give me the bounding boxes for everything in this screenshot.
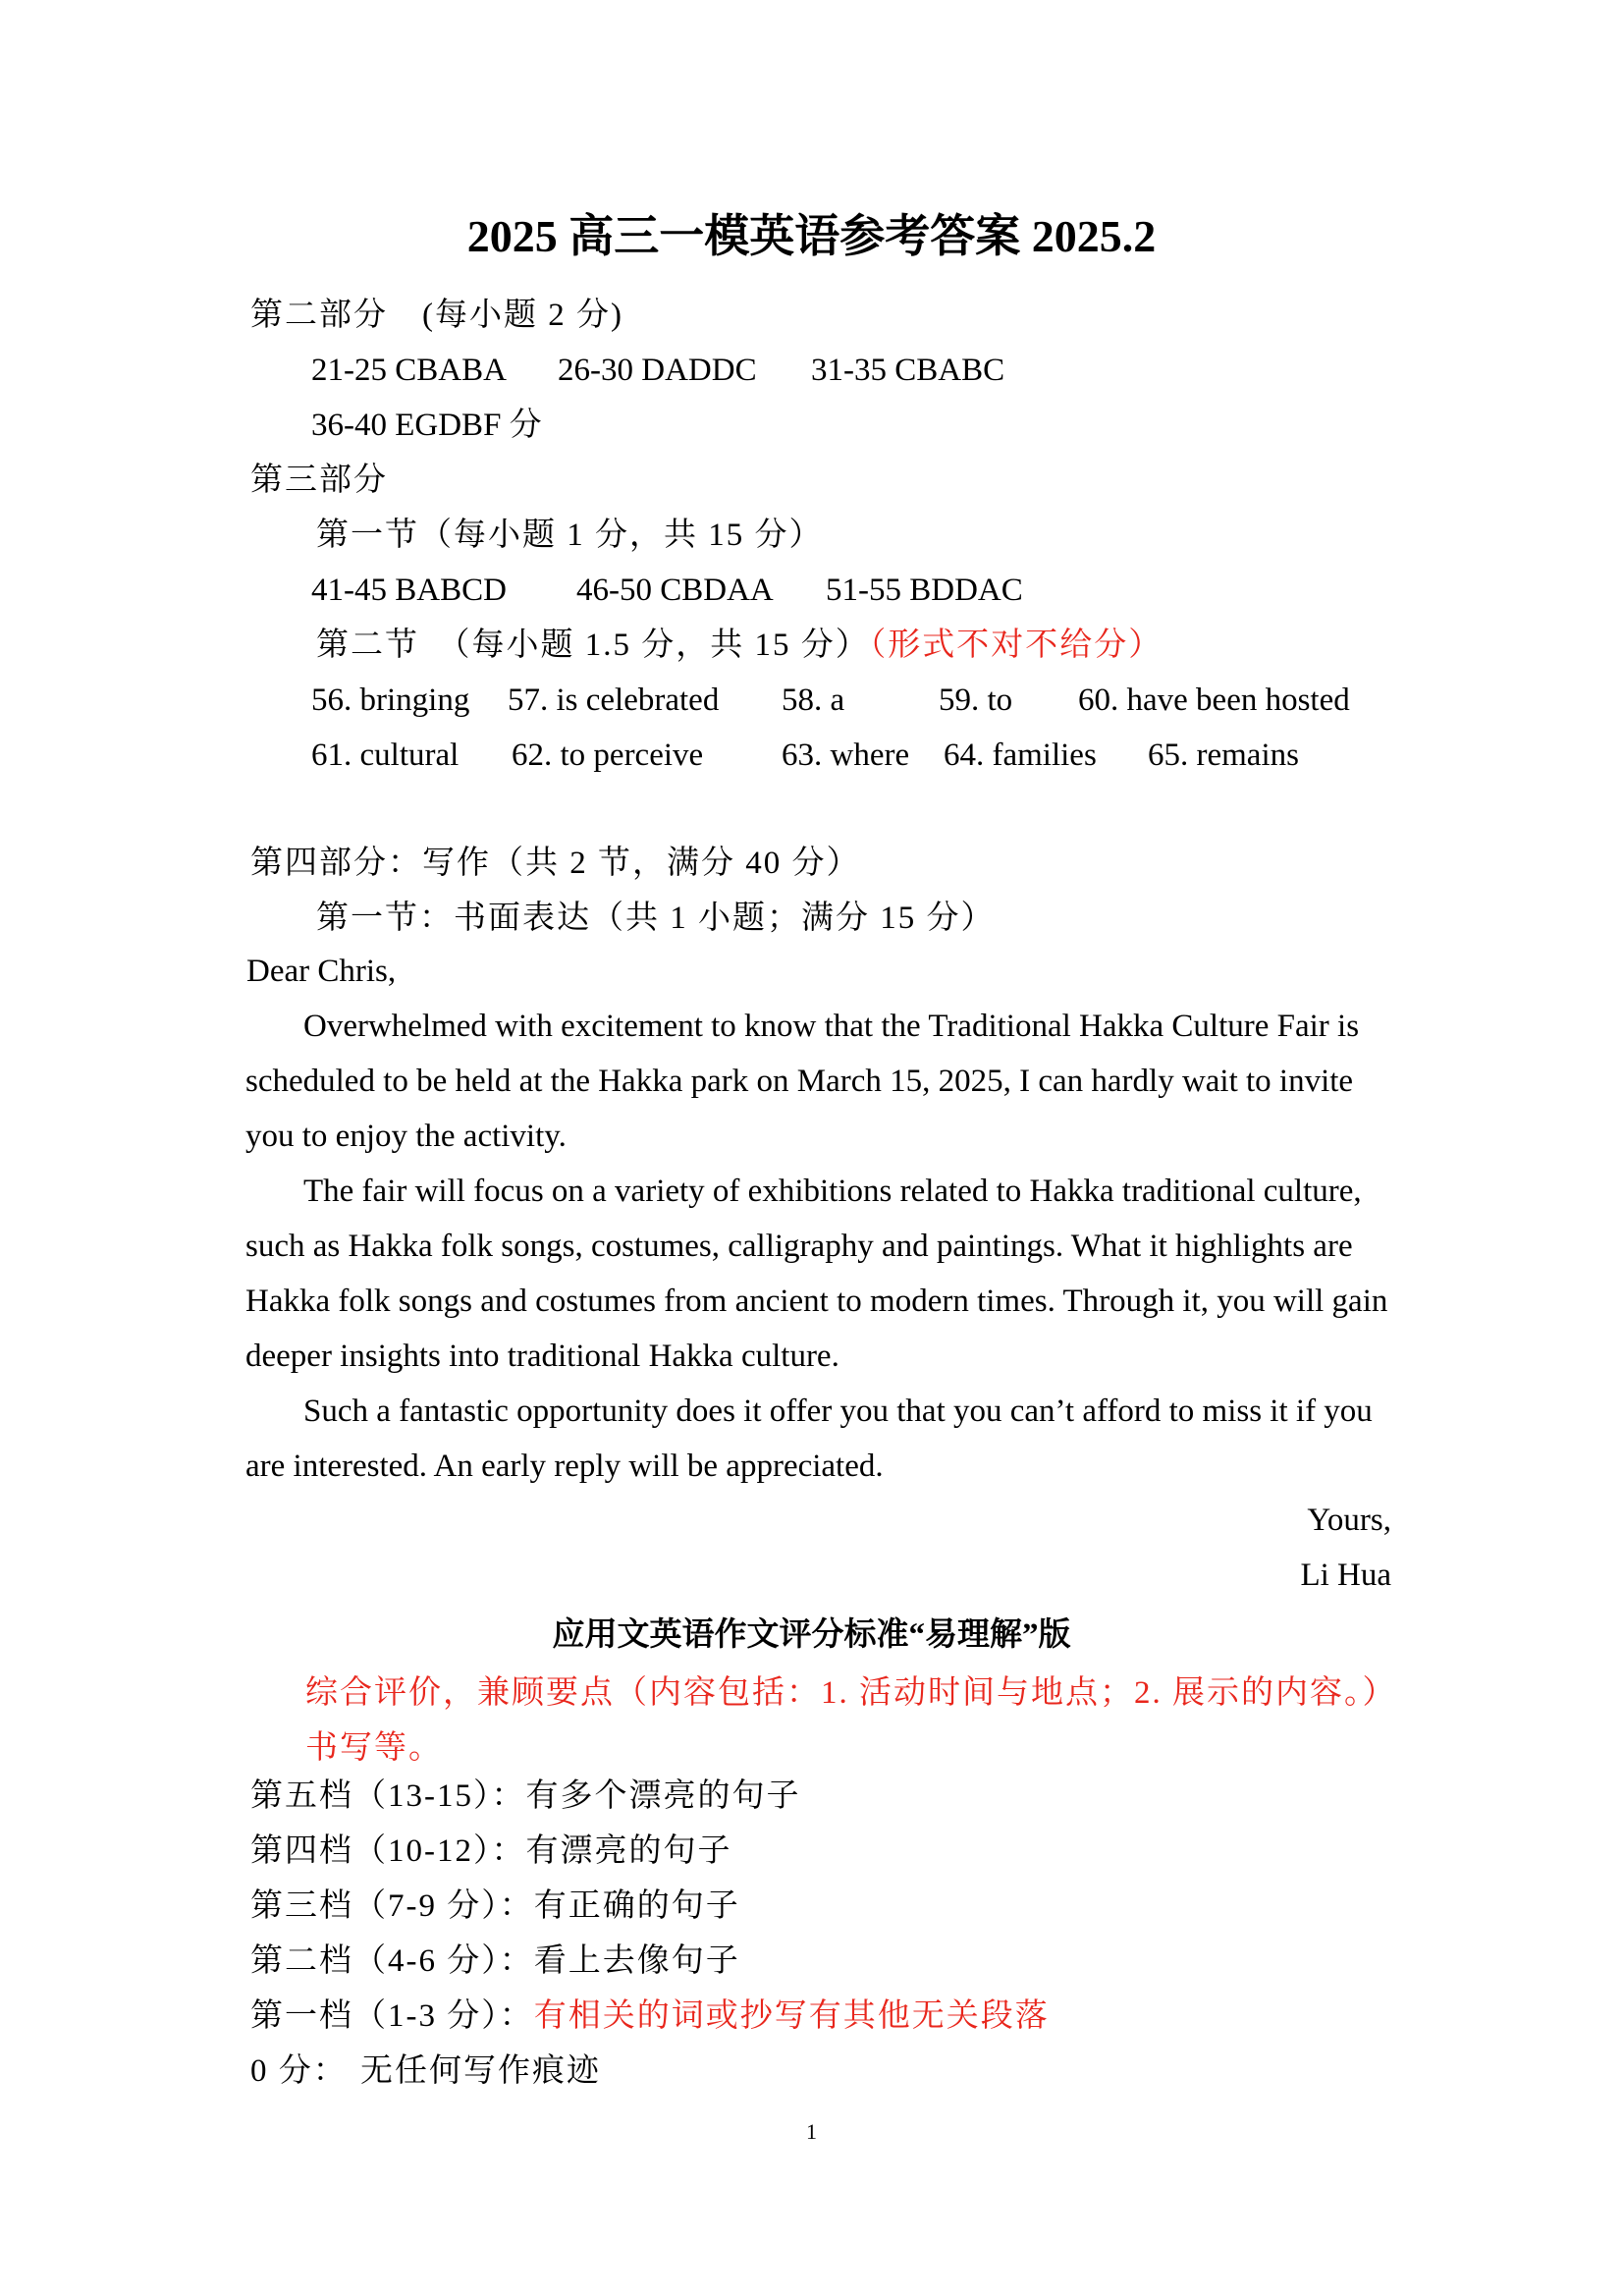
paragraph-text: Such a fantastic opportunity does it offer you that you can’t afford to miss it if you are interested. An early reply will be appreciated.	[245, 1394, 1373, 1484]
score-level	[250, 1831, 732, 1872]
part4-heading: 第四部分：写作（共 2 节，满分 40 分）	[250, 846, 861, 881]
part3-section2-heading	[316, 625, 1163, 666]
scoring-overall: 综合评价，兼顾要点（内容包括：1. 活动时间与地点；2. 展示的内容。）书写等。	[305, 1675, 1380, 1766]
part2-heading: 第二部分 (每小题 2 分)	[250, 298, 623, 333]
answer-group: 21-25 CBABA	[311, 353, 507, 388]
section2-heading-text: 第二节 （每小题 1.5 分，共 15 分）	[316, 628, 870, 663]
paragraph-text: The fair will focus on a variety of exhibitions related to Hakka traditional culture, such as Hakka folk songs, costumes, calligraphy and paintings. What it highlights are Hakka folk songs and costumes from ancient to modern times. Through it, you will gain deeper insights into traditional Hakka culture.	[245, 1174, 1388, 1374]
score-level-label: 第二档（4-6 分）：	[250, 1943, 534, 1979]
score-level-label: 第四档（10-12）：	[250, 1833, 526, 1869]
score-level	[250, 1886, 740, 1927]
answer-item: 65. remains	[1148, 738, 1299, 773]
score-level	[250, 1776, 801, 1817]
scoring-title: 应用文英语作文评分标准“易理解”版	[552, 1617, 1071, 1653]
score-level-label: 第三档（7-9 分）：	[250, 1888, 534, 1924]
answer-group: 46-50 CBDAA	[576, 573, 774, 608]
answer-group: 31-35 CBABC	[811, 353, 1005, 388]
paragraph-text: Overwhelmed with excitement to know that the Traditional Hakka Culture Fair is scheduled to be held at the Hakka park on March 15, 2025, I can hardly wait to invite you to enjoy the activity.	[245, 1009, 1360, 1154]
answer-item: 62. to perceive	[512, 738, 704, 773]
score-level	[250, 1995, 1050, 2037]
score-level-desc: 有正确的句子	[533, 1888, 740, 1924]
part4-section1-heading: 第一节：书面表达（共 1 小题；满分 15 分）	[316, 901, 996, 936]
letter-salutation: Dear Chris,	[246, 954, 397, 989]
page-number: 1	[806, 2119, 817, 2144]
answer-item: 56. bringing	[311, 683, 470, 718]
section2-format-note: （形式不对不给分）	[869, 628, 1163, 663]
answer-item: 64. families	[944, 738, 1097, 773]
score-level-label: 第一档（1-3 分）：	[250, 1998, 534, 2034]
answer-group: 41-45 BABCD	[311, 573, 507, 608]
score-level-desc: 无任何写作痕迹	[360, 2053, 601, 2089]
letter-paragraph	[245, 999, 1392, 1164]
answer-item: 58. a	[782, 683, 845, 718]
score-level-desc: 看上去像句子	[533, 1943, 740, 1979]
page-title: 2025 高三一模英语参考答案 2025.2	[466, 211, 1157, 261]
letter-closing: Yours,	[1307, 1503, 1391, 1538]
letter-paragraph	[245, 1384, 1392, 1494]
part3-heading: 第三部分	[250, 463, 388, 498]
answer-group: 26-30 DADDC	[558, 353, 757, 388]
answer-item: 57. is celebrated	[508, 683, 720, 718]
letter-paragraph	[245, 1164, 1392, 1384]
score-level-desc: 有漂亮的句子	[525, 1833, 732, 1869]
answer-item: 60. have been hosted	[1078, 683, 1350, 718]
answer-item: 59. to	[939, 683, 1013, 718]
score-level-label: 0 分：	[250, 2053, 348, 2089]
score-level-desc: 有多个漂亮的句子	[525, 1778, 801, 1814]
answer-item: 63. where	[782, 738, 910, 773]
answer-group: 51-55 BDDAC	[826, 573, 1023, 608]
score-level	[250, 1941, 740, 1982]
score-level	[250, 2050, 601, 2092]
answer-group: 36-40 EGDBF 分	[311, 408, 542, 443]
letter-signature: Li Hua	[1300, 1558, 1391, 1593]
score-level-label: 第五档（13-15）：	[250, 1778, 526, 1814]
answer-item: 61. cultural	[311, 738, 460, 773]
score-level-desc: 有相关的词或抄写有其他无关段落	[533, 1998, 1050, 2034]
part3-section1-heading: 第一节（每小题 1 分，共 15 分）	[316, 518, 824, 553]
